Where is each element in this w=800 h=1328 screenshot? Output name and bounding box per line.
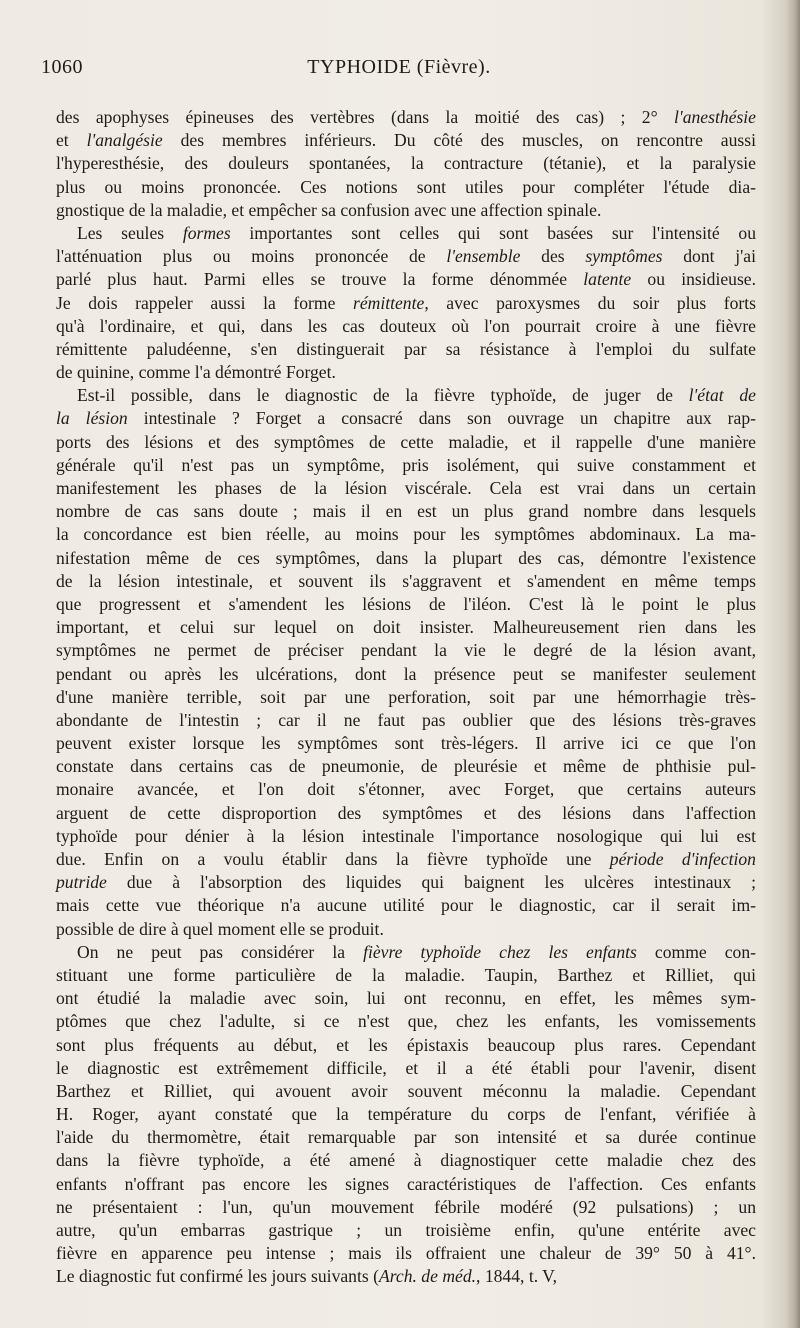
text-line: la lésion intestinale ? Forget a consacré dans son ouvrage un chapitre aux rap- <box>56 408 756 429</box>
text-line: stituant une forme particulière de la maladie. Taupin, Barthez et Rilliet, qui <box>56 964 756 985</box>
text-line: parlé plus haut. Parmi elles se trouve la forme dénommée latente ou insidieuse. <box>56 269 756 290</box>
text-line: possible de dire à quel moment elle se produit. <box>56 918 384 939</box>
page-edge-shadow <box>786 0 800 1328</box>
text-line: Je dois rappeler aussi la forme rémittente, avec paroxysmes du soir plus forts <box>56 292 756 313</box>
italic-term: latente <box>583 269 632 290</box>
italic-term: l'ensemble <box>446 246 521 267</box>
paragraph <box>56 941 756 1289</box>
running-title: TYPHOIDE (Fièvre). <box>307 56 491 78</box>
text-line: sont plus fréquents au début, et les épistaxis beaucoup plus rares. Cependant <box>56 1034 756 1055</box>
text-line: H. Roger, ayant constaté que la température du corps de l'enfant, vérifiée à <box>56 1104 756 1125</box>
text-line: l'atténuation plus ou moins prononcée de l'ensemble des symptômes dont j'ai <box>56 246 756 267</box>
text-line: On ne peut pas considérer la fièvre typhoïde chez les enfants comme con- <box>77 941 756 962</box>
italic-term: la lésion <box>56 408 128 429</box>
text-line: enfants n'offrant pas encore les signes caractéristiques de l'affection. Ces enfants <box>56 1173 756 1194</box>
text-line: arguent de cette disproportion des symptômes et des lésions dans l'affection <box>56 802 756 823</box>
paragraph <box>56 384 756 941</box>
text-line: Le diagnostic fut confirmé les jours suivants (Arch. de méd., 1844, t. V, <box>56 1266 558 1287</box>
text-line: la concordance est bien réelle, au moins pour les symptômes abdominaux. La ma- <box>56 524 756 545</box>
text-line: ne présentaient : l'un, qu'un mouvement fébrile modéré (92 pulsations) ; un <box>56 1196 756 1217</box>
italic-term: formes <box>182 222 231 243</box>
italic-term: symptômes <box>585 246 663 267</box>
text-line: plus ou moins prononcée. Ces notions sont utiles pour compléter l'étude dia- <box>56 176 756 197</box>
text-line: symptômes ne permet de préciser pendant la vie le degré de la lésion avant, <box>56 640 756 661</box>
text-line: putride due à l'absorption des liquides qui baignent les ulcères intestinaux ; <box>56 872 756 893</box>
text-line: important, et celui sur lequel on doit insister. Malheureusement rien dans les <box>56 617 756 638</box>
text-line: de la lésion intestinale, et souvent ils s'aggravent et s'amendent en même temps <box>56 570 756 591</box>
paragraph <box>56 222 756 384</box>
text-line: l'hyperesthésie, des douleurs spontanées, la contracture (tétanie), et la paralysie <box>56 153 756 174</box>
italic-term: l'analgésie <box>86 130 163 151</box>
text-line: autre, qu'un embarras gastrique ; un troisième enfin, qu'une entérite avec <box>56 1220 756 1240</box>
text-line: que progressent et s'amendent les lésions de l'iléon. C'est là le point le plus <box>56 593 756 614</box>
text-line: constate dans certains cas de pneumonie, de pleurésie et même de phthisie pul- <box>56 756 756 777</box>
italic-term: putride <box>56 872 107 893</box>
italic-term: l'état de <box>688 385 756 406</box>
text-line: due. Enfin on a voulu établir dans la fièvre typhoïde une période d'infection <box>56 849 756 869</box>
italic-term: Arch. de méd. <box>378 1266 477 1287</box>
text-line: nifestation même de ces symptômes, dans la plupart des cas, démontre l'existence <box>56 547 756 568</box>
paragraph <box>56 106 756 222</box>
page-number: 1060 <box>41 56 83 78</box>
text-line: mais cette vue théorique n'a aucune utilité pour le diagnostic, car il serait im- <box>56 895 756 916</box>
text-line: peuvent exister lorsque les symptômes sont très-légers. Il arrive ici ce que l'on <box>56 733 756 754</box>
text-line: générale qu'il n'est pas un symptôme, pris isolément, qui suive constamment et <box>56 454 756 475</box>
text-line: rémittente paludéenne, s'en distinguerait par sa résistance à l'emploi du sulfate <box>56 338 756 359</box>
text-line: et l'analgésie des membres inférieurs. Du côté des muscles, on rencontre aussi <box>56 130 756 151</box>
text-line: de quinine, comme l'a démontré Forget. <box>56 362 336 383</box>
text-line: des apophyses épineuses des vertèbres (dans la moitié des cas) ; 2° l'anesthésie <box>56 107 756 127</box>
page-header <box>41 50 757 90</box>
text-line: ont étudié la maladie avec soin, lui ont reconnu, en effet, les mêmes sym- <box>56 988 756 1009</box>
italic-term: fièvre typhoïde chez les enfants <box>363 941 637 962</box>
text-line: typhoïde pour dénier à la lésion intestinale l'importance nosologique qui lui est <box>56 825 756 846</box>
text-line: nombre de cas sans doute ; mais il en est un plus grand nombre dans lesquels <box>56 501 756 522</box>
text-line: abondante de l'intestin ; car il ne faut pas oublier que des lésions très-graves <box>56 709 756 730</box>
text-line: fièvre en apparence peu intense ; mais ils offraient une chaleur de 39° 50 à 41°. <box>56 1243 756 1264</box>
text-line: monaire avancée, et l'on doit s'étonner, avec Forget, que certains auteurs <box>56 779 756 800</box>
body-text <box>56 106 756 1289</box>
text-line: Est-il possible, dans le diagnostic de la fièvre typhoïde, de juger de l'état de <box>77 385 756 406</box>
italic-term: période d'infection <box>609 849 756 869</box>
text-line: manifestement les phases de la lésion viscérale. Cela est vrai dans un certain <box>56 478 756 498</box>
text-line: pendant ou après les ulcérations, dont la présence peut se manifester seulement <box>56 663 756 684</box>
text-line: d'une manière terrible, soit par une perforation, soit par une hémorrhagie très- <box>56 686 756 707</box>
text-line: ptômes que chez l'adulte, si ce n'est que, chez les enfants, les vomissements <box>56 1011 756 1032</box>
text-line: le diagnostic est extrêmement difficile, et il a été établi pour l'avenir, disent <box>56 1057 756 1078</box>
italic-term: rémittente <box>352 292 425 313</box>
italic-term: l'anesthésie <box>674 107 756 127</box>
text-line: qu'à l'ordinaire, et qui, dans les cas douteux où l'on pourrait croire à une fièvre <box>56 315 756 336</box>
text-line: gnostique de la maladie, et empêcher sa confusion avec une affection spinale. <box>56 199 602 220</box>
text-line: Barthez et Rilliet, qui avouent avoir souvent méconnu la maladie. Cependant <box>56 1080 756 1101</box>
text-line: Les seules formes importantes sont celles qui sont basées sur l'intensité ou <box>77 222 756 243</box>
text-line: ports des lésions et des symptômes de cette maladie, et il rappelle d'une manière <box>56 431 756 452</box>
text-line: dans la fièvre typhoïde, a été amené à diagnostiquer cette maladie chez des <box>56 1150 756 1171</box>
text-line: l'aide du thermomètre, était remarquable par son intensité et sa durée continue <box>56 1127 756 1148</box>
